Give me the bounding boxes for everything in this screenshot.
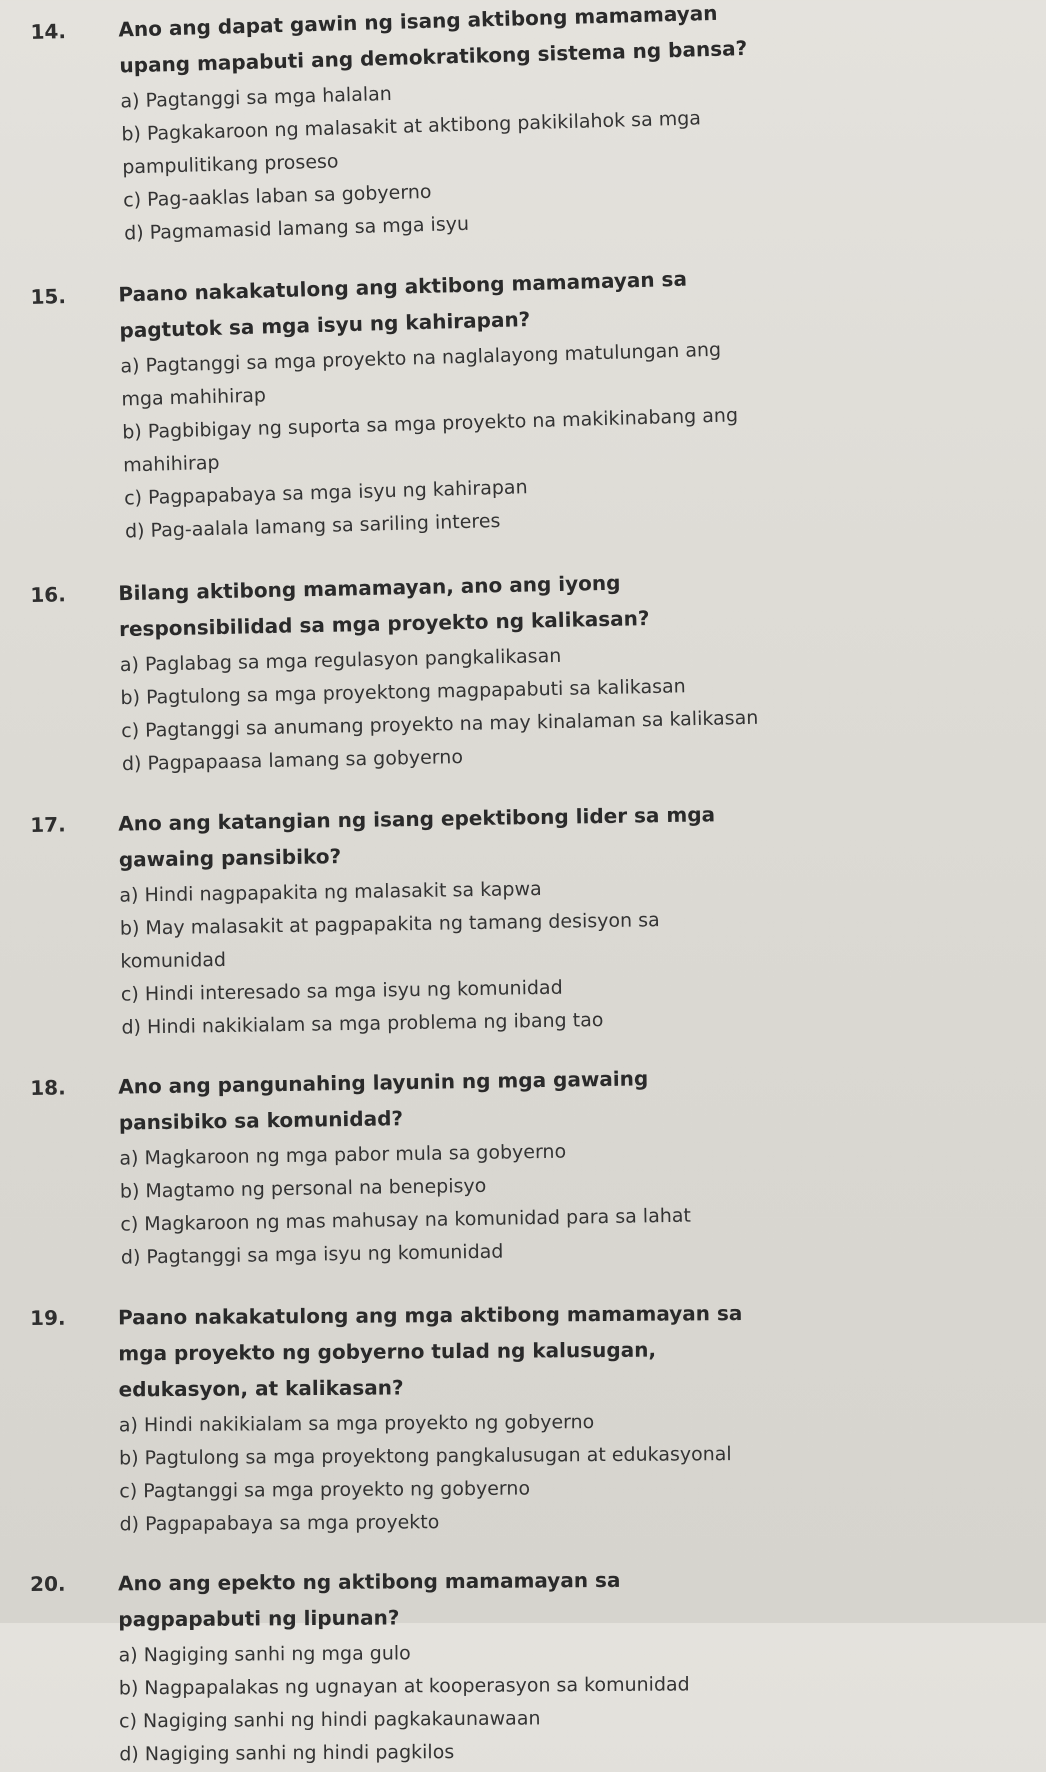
question-text: Ano ang pangunahing layunin ng mga gawaing pansibiko sa komunidad? bbox=[118, 1066, 649, 1135]
option-c[interactable]: c) Pagpapabaya sa mga isyu ng kahirapan bbox=[123, 476, 528, 510]
options-list bbox=[120, 325, 1023, 548]
question-19 bbox=[30, 1293, 1018, 1542]
option-d[interactable]: d) Hindi nakikialam sa mga problema ng ibang tao bbox=[121, 1009, 604, 1039]
question-number: 17. bbox=[30, 812, 66, 837]
question-text: Paano nakakatulong ang mga aktibong mamamayan sa mga proyekto ng gobyerno tulad ng kalusugan, edukasyon, at kalikasan? bbox=[118, 1301, 743, 1402]
question-header bbox=[30, 1293, 1017, 1408]
option-c[interactable]: c) Magkaroon ng mas mahusay na komunidad para sa lahat bbox=[120, 1204, 692, 1236]
question-header bbox=[30, 792, 1017, 879]
option-d[interactable]: d) Pag-aalala lamang sa sariling interes bbox=[124, 509, 501, 543]
options-list bbox=[120, 60, 1022, 250]
option-d[interactable]: d) Pagpapaasa lamang sa gobyerno bbox=[121, 745, 464, 776]
question-14 bbox=[30, 0, 1022, 253]
options-list bbox=[119, 1633, 1018, 1771]
option-b[interactable]: b) Pagkakaroon ng malasakit at aktibong pakikilahok sa mga pampulitikang proseso bbox=[121, 107, 702, 179]
option-c[interactable]: c) Pagtanggi sa anumang proyekto na may kinalaman sa kalikasan bbox=[121, 706, 759, 743]
option-d[interactable]: d) Pagtanggi sa mga isyu ng komunidad bbox=[120, 1240, 504, 1269]
option-c[interactable]: c) Pagtanggi sa mga proyekto ng gobyerno bbox=[119, 1477, 531, 1503]
question-number: 18. bbox=[30, 1075, 66, 1100]
option-a[interactable]: a) Pagtanggi sa mga halalan bbox=[120, 82, 393, 113]
option-b[interactable]: b) Pagtulong sa mga proyektong pangkalusugan at edukasyonal bbox=[119, 1443, 732, 1470]
option-a[interactable]: a) Paglabag sa mga regulasyon pangkalikasan bbox=[119, 644, 562, 677]
option-a[interactable]: a) Hindi nakikialam sa mga proyekto ng gobyerno bbox=[118, 1411, 595, 1437]
option-a[interactable]: a) Nagiging sanhi ng mga gulo bbox=[118, 1642, 411, 1667]
option-b[interactable]: b) Pagbibigay ng suporta sa mga proyekto na makikinabang ang mahihirap bbox=[122, 404, 739, 477]
option-a[interactable]: a) Magkaroon ng mga pabor mula sa gobyerno bbox=[119, 1140, 567, 1170]
option-c[interactable]: c) Pag-aaklas laban sa gobyerno bbox=[122, 180, 432, 212]
option-b[interactable]: b) May malasakit at pagpapakita ng tamang desisyon sa komunidad bbox=[119, 909, 660, 973]
option-a[interactable]: a) Hindi nagpapakita ng malasakit sa kapwa bbox=[119, 877, 542, 907]
question-16 bbox=[30, 556, 1020, 783]
option-d[interactable]: d) Pagpapabaya sa mga proyekto bbox=[119, 1511, 440, 1536]
question-18 bbox=[30, 1055, 1019, 1276]
question-15 bbox=[30, 251, 1023, 550]
options-list bbox=[120, 630, 1021, 781]
option-b[interactable]: b) Nagpapalakas ng ugnayan at kooperasyon sa komunidad bbox=[118, 1673, 690, 1700]
options-list bbox=[119, 1403, 1018, 1541]
question-number: 15. bbox=[30, 284, 67, 309]
question-text: Ano ang katangian ng isang epektibong lider sa mga gawaing pansibiko? bbox=[118, 802, 716, 872]
question-number: 14. bbox=[30, 19, 67, 44]
question-header bbox=[30, 1559, 1016, 1638]
question-17 bbox=[30, 792, 1020, 1046]
question-text: Bilang aktibong mamamayan, ano ang iyong responsibilidad sa mga proyekto ng kalikasan? bbox=[118, 570, 650, 642]
option-b[interactable]: b) Magtamo ng personal na benepisyo bbox=[119, 1174, 487, 1203]
question-text: Paano nakakatulong ang aktibong mamamayan sa pagtutok sa mga isyu ng kahirapan? bbox=[118, 266, 688, 343]
option-d[interactable]: d) Nagiging sanhi ng hindi pagkilos bbox=[119, 1741, 455, 1766]
question-text: Ano ang dapat gawin ng isang aktibong mamamayan upang mapabuti ang demokratikong sistema ng bansa? bbox=[118, 0, 748, 78]
question-number: 20. bbox=[30, 1571, 66, 1596]
question-header bbox=[30, 1055, 1017, 1142]
question-20 bbox=[30, 1559, 1017, 1772]
option-c[interactable]: c) Nagiging sanhi ng hindi pagkakaunawaan bbox=[119, 1707, 541, 1733]
options-list bbox=[119, 866, 1019, 1045]
question-number: 19. bbox=[30, 1305, 66, 1330]
question-number: 16. bbox=[30, 582, 67, 607]
question-text: Ano ang epekto ng aktibong mamamayan sa pagpapabuti ng lipunan? bbox=[118, 1567, 621, 1632]
option-d[interactable]: d) Pagmamasid lamang sa mga isyu bbox=[123, 212, 470, 245]
option-c[interactable]: c) Hindi interesado sa mga isyu ng komunidad bbox=[120, 976, 563, 1006]
option-b[interactable]: b) Pagtulong sa mga proyektong magpapabuti sa kalikasan bbox=[120, 675, 686, 710]
option-a[interactable]: a) Pagtanggi sa mga proyekto na naglalayong matulungan ang mga mahihirap bbox=[120, 338, 722, 411]
options-list bbox=[119, 1129, 1019, 1275]
